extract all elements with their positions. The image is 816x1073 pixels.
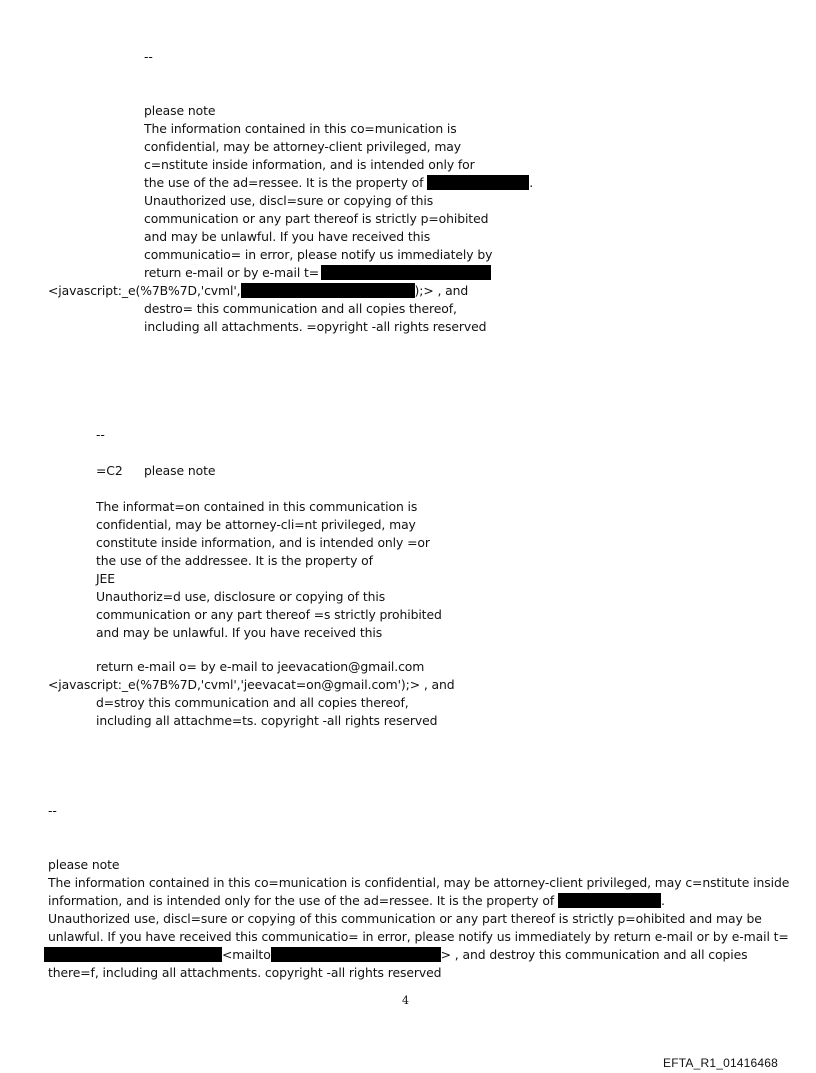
notice-line: and may be unlawful. If you have received this	[144, 229, 431, 244]
notice-line: communication or any part thereof =s strictly prohibited	[96, 607, 442, 622]
redaction	[558, 893, 661, 908]
notice-line: JEE	[96, 571, 116, 586]
notice-heading: please note	[144, 103, 216, 118]
notice-line: Unauthorized use, discl=sure or copying of this communication or any part thereof is strictly p=ohibited and may be	[48, 911, 762, 926]
notice-line	[144, 174, 533, 192]
mailto-suffix: > , and destroy this communication and all copies	[440, 947, 748, 962]
document-id: EFTA_R1_01416468	[663, 1056, 779, 1070]
notice-line: Unauthoriz=d use, disclosure or copying of this	[96, 589, 386, 604]
notice-marker: =C2	[96, 463, 123, 478]
separator: --	[48, 803, 57, 818]
separator: --	[144, 49, 153, 64]
notice-line: The information contained in this co=munication is confidential, may be attorney-client privileged, may c=nstitute inside	[48, 875, 790, 890]
notice-line: including all attachme=ts. copyright -all rights reserved	[96, 713, 438, 728]
notice-line: The information contained in this co=munication is	[144, 121, 457, 136]
notice-line: communication or any part thereof is strictly p=ohibited	[144, 211, 489, 226]
redaction	[44, 947, 222, 962]
notice-line: destro= this communication and all copies thereof,	[144, 301, 457, 316]
notice-line	[144, 264, 491, 282]
notice-line	[48, 892, 665, 910]
notice-heading: please note	[48, 857, 120, 872]
email-line: return e-mail o= by e-mail to jeevacation@gmail.com	[96, 659, 425, 674]
notice-line: and may be unlawful. If you have received this	[96, 625, 383, 640]
redaction	[241, 283, 415, 298]
property-suffix: .	[660, 893, 665, 908]
separator: --	[96, 427, 105, 442]
page-number: 4	[402, 994, 409, 1007]
mailto-text: <mailto	[222, 947, 271, 962]
javascript-line: <javascript:_e(%7B%7D,'cvml','jeevacat=on@gmail.com');> , and	[48, 677, 455, 692]
redaction	[271, 947, 441, 962]
notice-line: including all attachments. =opyright -all rights reserved	[144, 319, 487, 334]
property-text: information, and is intended only for the use of the ad=ressee. It is the property of	[48, 893, 555, 908]
email-text: return e-mail or by e-mail t=	[144, 265, 320, 280]
javascript-line	[48, 282, 468, 300]
redaction	[427, 175, 529, 190]
notice-line: Unauthorized use, discl=sure or copying of this	[144, 193, 434, 208]
notice-line: the use of the addressee. It is the property of	[96, 553, 373, 568]
javascript-text: <javascript:_e(%7B%7D,'cvml',	[48, 283, 241, 298]
javascript-suffix: );> , and	[414, 283, 469, 298]
notice-heading: please note	[144, 463, 216, 478]
mailto-line	[44, 946, 747, 964]
notice-line: constitute inside information, and is intended only =or	[96, 535, 430, 550]
notice-line: c=nstitute inside information, and is intended only for	[144, 157, 475, 172]
notice-line: confidential, may be attorney-cli=nt privileged, may	[96, 517, 416, 532]
notice-line: there=f, including all attachments. copyright -all rights reserved	[48, 965, 442, 980]
notice-line: communicatio= in error, please notify us immediately by	[144, 247, 493, 262]
notice-line: unlawful. If you have received this communicatio= in error, please notify us immediately by return e-mail or by e-mail t=	[48, 929, 789, 944]
redaction	[321, 265, 491, 280]
notice-line: The informat=on contained in this communication is	[96, 499, 418, 514]
notice-line: d=stroy this communication and all copies thereof,	[96, 695, 409, 710]
property-suffix: .	[529, 175, 534, 190]
notice-line: confidential, may be attorney-client privileged, may	[144, 139, 462, 154]
property-text: the use of the ad=ressee. It is the property of	[144, 175, 424, 190]
